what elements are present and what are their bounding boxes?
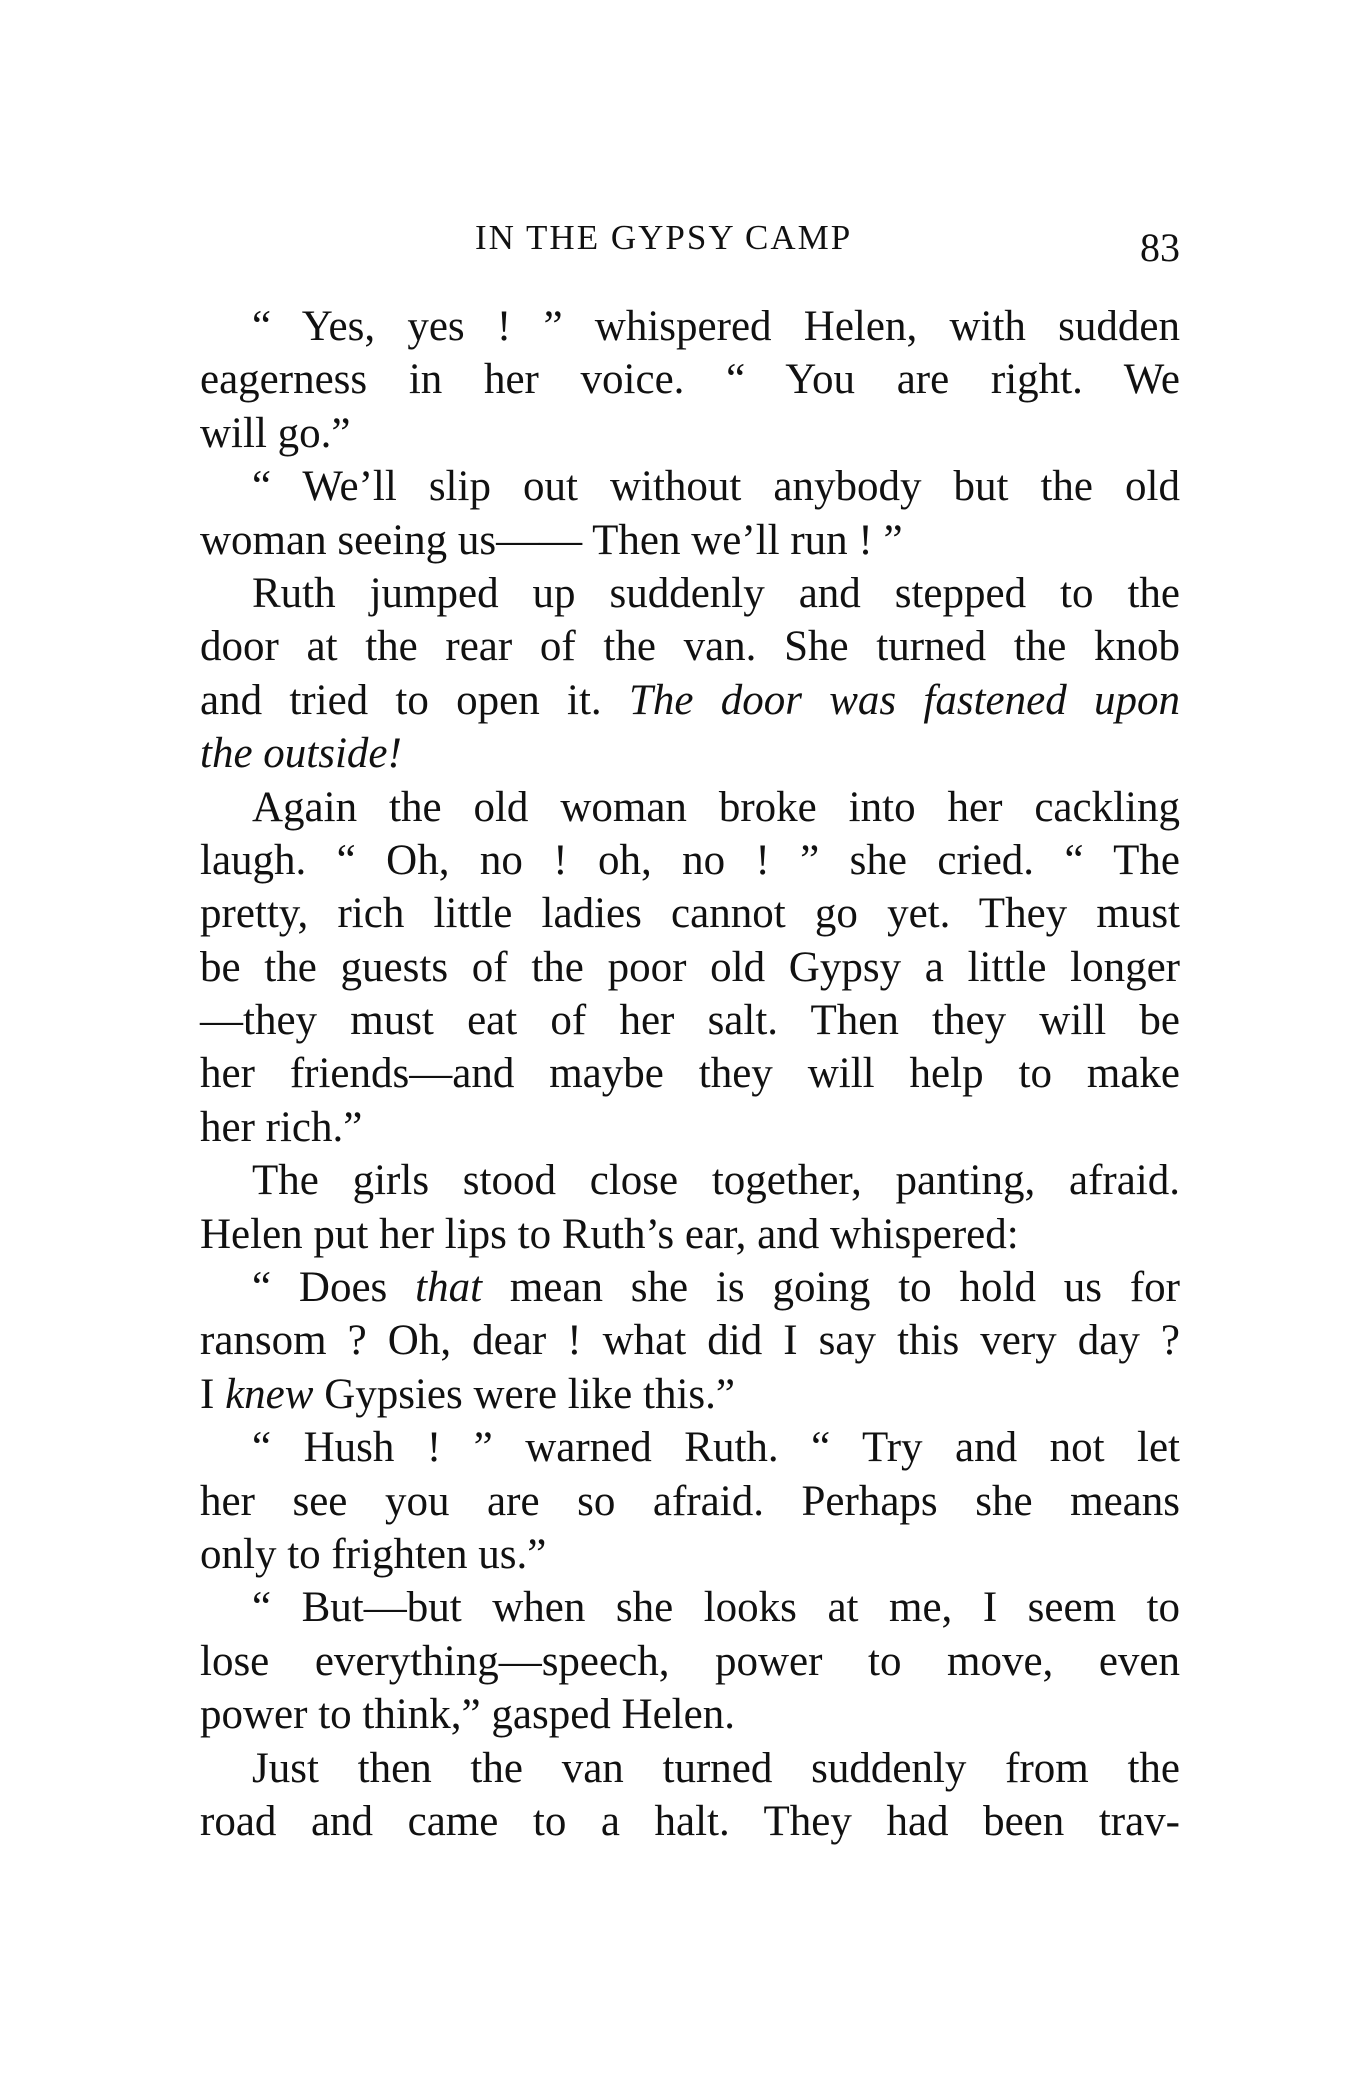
text-line: The girls stood close together, panting, afraid.: [252, 1157, 1180, 1205]
text-line: door at the rear of the van. She turned the knob: [200, 623, 1180, 671]
text-line: power to think,” gasped Helen.: [200, 1691, 735, 1739]
text-line: “ Yes, yes ! ” whispered Helen, with sudden: [252, 303, 1180, 350]
text-line: road and came to a halt. They had been trav-: [200, 1797, 1180, 1845]
text-line: Ruth jumped up suddenly and stepped to the: [252, 569, 1180, 617]
body-text: [200, 300, 1180, 1848]
running-head: [200, 218, 1180, 268]
text-line: ransom ? Oh, dear ! what did I say this very day ?: [200, 1317, 1180, 1365]
text-line: will go.”: [200, 409, 351, 457]
text-segment: Gypsies were like this.”: [313, 1370, 735, 1418]
text-segment: “ Does: [252, 1264, 416, 1312]
text-line: “ We’ll slip out without anybody but the old: [252, 463, 1180, 511]
text-segment: I: [200, 1370, 226, 1418]
text-segment: and tried to open it.: [200, 676, 629, 724]
text-line: [200, 1261, 1180, 1314]
text-line: [200, 727, 1180, 780]
page-number: 83: [1140, 225, 1180, 270]
text-line: “ Hush ! ” warned Ruth. “ Try and not let: [252, 1424, 1180, 1472]
text-line: lose everything—speech, power to move, even: [200, 1637, 1180, 1685]
italic-text: that: [415, 1264, 483, 1312]
text-line: [200, 1368, 1180, 1421]
text-line: be the guests of the poor old Gypsy a little longer: [200, 943, 1180, 991]
italic-text: The door was fastened upon: [628, 676, 1181, 724]
text-line: pretty, rich little ladies cannot go yet. They must: [200, 890, 1180, 938]
text-segment: mean she is going to hold us for: [482, 1264, 1180, 1312]
italic-text: knew: [225, 1370, 314, 1418]
text-line: eagerness in her voice. “ You are right. We: [200, 356, 1180, 404]
text-line: only to frighten us.”: [200, 1530, 547, 1578]
text-line: Again the old woman broke into her cackling: [252, 783, 1180, 831]
text-line: woman seeing us—— Then we’ll run ! ”: [200, 516, 903, 564]
text-line: Just then the van turned suddenly from the: [252, 1744, 1180, 1792]
text-line: —they must eat of her salt. Then they will be: [200, 997, 1180, 1045]
text-line: her rich.”: [200, 1103, 363, 1151]
text-line: laugh. “ Oh, no ! oh, no ! ” she cried. “ The: [200, 836, 1180, 884]
text-line: [200, 674, 1180, 727]
text-line: “ But—but when she looks at me, I seem to: [252, 1584, 1180, 1632]
italic-text: the outside!: [200, 730, 402, 778]
text-line: Helen put her lips to Ruth’s ear, and whispered:: [200, 1210, 1019, 1258]
text-line: her friends—and maybe they will help to make: [200, 1050, 1180, 1098]
running-title: IN THE GYPSY CAMP: [475, 218, 853, 257]
text-line: her see you are so afraid. Perhaps she means: [200, 1477, 1180, 1525]
